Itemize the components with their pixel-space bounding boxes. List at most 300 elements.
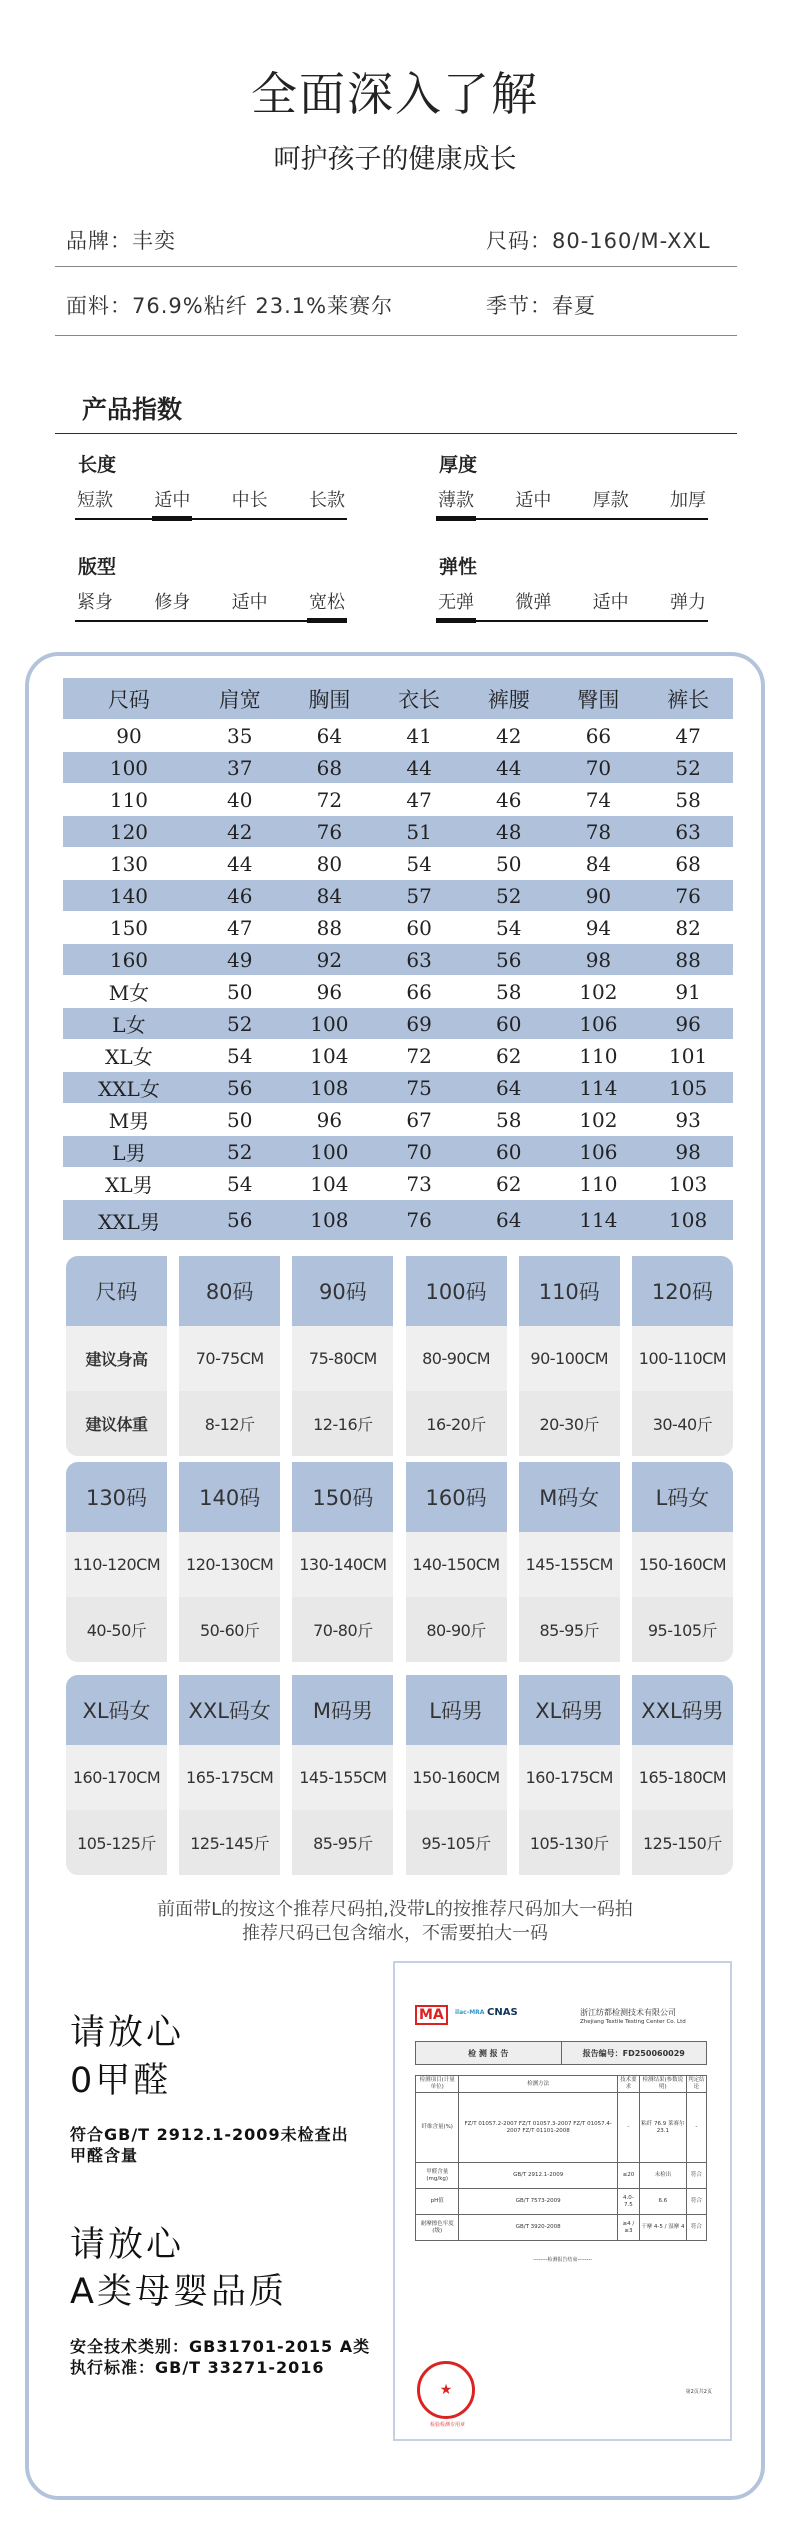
table-cell: 69 xyxy=(374,1008,464,1039)
table-cell: 50 xyxy=(227,979,253,1004)
index-group-title: 版型 xyxy=(78,556,117,578)
weight-value: 85-95斤 xyxy=(292,1810,393,1875)
table-cell: 100 xyxy=(285,1136,375,1167)
report-cell: pH值 xyxy=(416,2189,459,2215)
table-cell: 41 xyxy=(406,723,432,748)
table-row xyxy=(63,944,733,975)
report-row xyxy=(416,2163,707,2189)
assure-heading: 请放心 xyxy=(70,2013,185,2053)
index-option: 适中 xyxy=(515,490,552,511)
ilac-logo: ilac-MRA xyxy=(455,2009,485,2016)
table-cell: 52 xyxy=(195,1136,285,1167)
table-cell: 104 xyxy=(310,1043,349,1068)
index-option: 长款 xyxy=(308,490,345,511)
table-cell: 80 xyxy=(316,851,343,876)
table-cell: 150 xyxy=(109,915,149,940)
table-cell: 48 xyxy=(464,816,554,847)
table-cell: 60 xyxy=(464,1136,554,1167)
divider xyxy=(55,335,737,336)
table-cell: 70 xyxy=(554,752,644,783)
size-label: 150码 xyxy=(292,1462,393,1532)
table-cell: 88 xyxy=(643,944,733,975)
report-cell: - xyxy=(617,2093,639,2163)
index-option: 适中 xyxy=(231,592,268,613)
report-cell: 纤维含量(%) xyxy=(416,2093,459,2163)
table-cell: 110 xyxy=(109,787,149,812)
index-option: 微弹 xyxy=(515,592,552,613)
table-cell: 82 xyxy=(675,915,701,940)
cma-logo: MA xyxy=(415,2005,448,2025)
table-cell: 106 xyxy=(554,1136,644,1167)
table-cell: 102 xyxy=(579,1107,618,1132)
table-cell: 44 xyxy=(227,851,253,876)
table-cell: 46 xyxy=(496,787,522,812)
size-label: 100码 xyxy=(406,1256,507,1326)
table-cell: 44 xyxy=(374,752,464,783)
report-header-row xyxy=(416,2076,707,2093)
table-cell: 96 xyxy=(643,1008,733,1039)
table-row xyxy=(63,912,733,943)
column-header: 胸围 xyxy=(285,678,375,719)
recommend-column xyxy=(292,1462,393,1662)
weight-value: 125-150斤 xyxy=(632,1810,733,1875)
table-row xyxy=(63,1072,733,1103)
table-cell: 66 xyxy=(406,979,432,1004)
weight-value: 70-80斤 xyxy=(292,1597,393,1662)
table-cell: 54 xyxy=(227,1171,253,1196)
recommend-column xyxy=(66,1256,167,1456)
table-cell: 63 xyxy=(374,944,464,975)
table-row xyxy=(63,1040,733,1071)
report-table xyxy=(415,2075,707,2241)
table-cell: 54 xyxy=(496,915,522,940)
index-scale xyxy=(75,486,347,520)
table-cell: 60 xyxy=(406,915,432,940)
table-cell: 64 xyxy=(464,1072,554,1103)
index-group-title: 长度 xyxy=(78,454,117,476)
formaldehyde-text: 符合GB/T 2912.1-2009未检查出 xyxy=(70,2125,349,2144)
table-cell: 84 xyxy=(585,851,612,876)
height-value: 110-120CM xyxy=(66,1532,167,1597)
index-option: 短款 xyxy=(77,490,113,511)
report-cell: 干摩 4-5 / 湿摩 4 xyxy=(639,2215,686,2241)
height-value: 90-100CM xyxy=(519,1326,620,1391)
table-row xyxy=(63,1136,733,1167)
table-cell: 47 xyxy=(406,787,432,812)
report-cell: 未检出 xyxy=(639,2163,686,2189)
table-cell: 90 xyxy=(116,723,142,748)
height-value: 160-175CM xyxy=(519,1745,620,1810)
recommend-grid xyxy=(66,1675,733,1875)
weight-value: 8-12斤 xyxy=(179,1391,280,1456)
size-info: 尺码：80-160/M-XXL xyxy=(486,229,711,253)
height-value: 150-160CM xyxy=(632,1532,733,1597)
index-option-selected: 无弹 xyxy=(436,588,476,614)
table-cell: 101 xyxy=(669,1043,708,1068)
table-cell: 62 xyxy=(496,1171,522,1196)
size-label: 尺码 xyxy=(66,1256,167,1326)
recommend-column xyxy=(632,1675,733,1875)
table-cell: 110 xyxy=(579,1043,618,1068)
weight-value: 80-90斤 xyxy=(406,1597,507,1662)
table-cell: 58 xyxy=(675,787,701,812)
recommend-column xyxy=(66,1675,167,1875)
table-cell: 50 xyxy=(227,1107,253,1132)
table-cell: 108 xyxy=(285,1072,375,1103)
height-value: 建议身高 xyxy=(66,1326,167,1391)
height-value: 145-155CM xyxy=(292,1745,393,1810)
table-cell: 93 xyxy=(675,1107,701,1132)
height-value: 140-150CM xyxy=(406,1532,507,1597)
table-cell: 54 xyxy=(227,1043,253,1068)
table-cell: 66 xyxy=(585,723,612,748)
recommend-column xyxy=(406,1462,507,1662)
size-label: XXL码女 xyxy=(179,1675,280,1745)
size-note: 前面带L的按这个推荐尺码拍,没带L的按推荐尺码加大一码拍 xyxy=(157,1899,633,1920)
table-cell: 52 xyxy=(464,880,554,911)
weight-value: 125-145斤 xyxy=(179,1810,280,1875)
recommend-column xyxy=(406,1675,507,1875)
height-value: 70-75CM xyxy=(179,1326,280,1391)
assure-heading-2: 请放心 xyxy=(70,2225,185,2265)
recommend-column xyxy=(519,1256,620,1456)
table-cell: XL女 xyxy=(105,1045,153,1069)
recommend-column xyxy=(519,1675,620,1875)
cnas-logo: CNAS xyxy=(487,2007,518,2018)
recommend-grid xyxy=(66,1462,733,1662)
report-cell: ≤20 xyxy=(617,2163,639,2189)
report-cell: GB/T 2912.1-2009 xyxy=(459,2163,618,2189)
table-row xyxy=(63,848,733,879)
column-header: 臀围 xyxy=(554,678,644,719)
official-stamp xyxy=(417,2361,475,2419)
table-row xyxy=(63,1168,733,1199)
table-cell: 88 xyxy=(316,915,343,940)
table-cell: 92 xyxy=(285,944,375,975)
table-cell: 49 xyxy=(195,944,285,975)
size-label: 160码 xyxy=(406,1462,507,1532)
table-cell: 114 xyxy=(554,1072,644,1103)
size-label: 80码 xyxy=(179,1256,280,1326)
weight-value: 40-50斤 xyxy=(66,1597,167,1662)
table-cell: XL男 xyxy=(105,1173,153,1197)
size-label: M码女 xyxy=(519,1462,620,1532)
table-cell: 96 xyxy=(316,1107,343,1132)
recommend-column xyxy=(66,1462,167,1662)
table-cell: 64 xyxy=(464,1200,554,1240)
table-cell: 47 xyxy=(227,915,253,940)
table-cell: 54 xyxy=(406,851,432,876)
column-header: 裤腰 xyxy=(464,678,554,719)
report-number: 报告编号：FD250060029 xyxy=(582,2048,685,2058)
weight-value: 85-95斤 xyxy=(519,1597,620,1662)
table-header-row xyxy=(63,678,733,719)
index-option: 中长 xyxy=(231,490,268,511)
table-cell: 46 xyxy=(195,880,285,911)
report-cell: GB/T 3920-2008 xyxy=(459,2215,618,2241)
table-row xyxy=(63,816,733,847)
height-value: 120-130CM xyxy=(179,1532,280,1597)
table-cell: M男 xyxy=(108,1109,150,1133)
standard-text: 执行标准：GB/T 33271-2016 xyxy=(70,2358,325,2377)
table-row xyxy=(63,752,733,783)
weight-value: 16-20斤 xyxy=(406,1391,507,1456)
report-cell: GB/T 7573-2009 xyxy=(459,2189,618,2215)
divider xyxy=(55,266,737,267)
weight-value: 105-130斤 xyxy=(519,1810,620,1875)
recommend-column xyxy=(292,1256,393,1456)
stamp-text: 检验检测专用章 xyxy=(430,2422,466,2428)
index-scale xyxy=(436,486,708,520)
report-header-cell: 判定结论 xyxy=(686,2076,706,2093)
size-label: 140码 xyxy=(179,1462,280,1532)
height-value: 130-140CM xyxy=(292,1532,393,1597)
weight-value: 95-105斤 xyxy=(632,1597,733,1662)
shrink-note: 推荐尺码已包含缩水，不需要拍大一码 xyxy=(242,1923,548,1944)
table-cell: 104 xyxy=(310,1171,349,1196)
season-info: 季节：春夏 xyxy=(486,294,596,318)
weight-value: 20-30斤 xyxy=(519,1391,620,1456)
table-cell: 60 xyxy=(464,1008,554,1039)
height-value: 100-110CM xyxy=(632,1326,733,1391)
table-cell: 91 xyxy=(675,979,701,1004)
column-header: 裤长 xyxy=(643,678,733,719)
table-cell: 56 xyxy=(195,1072,285,1103)
report-cell: FZ/T 01057.2-2007 FZ/T 01057.3-2007 FZ/T 01057.4-2007 FZ/T 01101-2008 xyxy=(459,2093,618,2163)
brand-info: 品牌：丰奕 xyxy=(66,229,176,253)
table-cell: 56 xyxy=(464,944,554,975)
report-end: --------检测报告结束-------- xyxy=(533,2257,592,2263)
divider xyxy=(55,433,737,434)
table-cell: 102 xyxy=(579,979,618,1004)
table-cell: 75 xyxy=(374,1072,464,1103)
weight-value: 12-16斤 xyxy=(292,1391,393,1456)
index-option: 弹力 xyxy=(669,592,706,613)
table-row xyxy=(63,784,733,815)
report-row xyxy=(416,2189,707,2215)
report-cell: 耐摩擦色牢度(级) xyxy=(416,2215,459,2241)
height-value: 165-180CM xyxy=(632,1745,733,1810)
table-cell: L女 xyxy=(63,1008,195,1039)
company-name-en: Zhejiang Textile Testing Center Co. Ltd xyxy=(580,2019,686,2025)
recommend-column xyxy=(632,1462,733,1662)
weight-value: 建议体重 xyxy=(66,1391,167,1456)
weight-value: 50-60斤 xyxy=(179,1597,280,1662)
product-index-title: 产品指数 xyxy=(82,395,183,424)
table-row xyxy=(63,976,733,1007)
table-cell: 56 xyxy=(195,1200,285,1240)
report-row xyxy=(416,2093,707,2163)
size-label: 120码 xyxy=(632,1256,733,1326)
table-cell: 96 xyxy=(316,979,343,1004)
table-cell: 52 xyxy=(643,752,733,783)
size-label: XL码女 xyxy=(66,1675,167,1745)
table-cell: 70 xyxy=(374,1136,464,1167)
safety-category: 安全技术类别：GB31701-2015 A类 xyxy=(70,2337,371,2356)
fabric-info: 面料：76.9%粘纤 23.1%莱赛尔 xyxy=(66,294,394,318)
company-name: 浙江纺都检测技术有限公司 xyxy=(580,2008,676,2017)
table-cell: 47 xyxy=(675,723,701,748)
column-header: 尺码 xyxy=(63,678,195,719)
report-row xyxy=(416,2215,707,2241)
recommend-column xyxy=(632,1256,733,1456)
size-label: XXL码男 xyxy=(632,1675,733,1745)
formaldehyde-heading: 0甲醛 xyxy=(70,2061,172,2101)
table-cell: 108 xyxy=(643,1200,733,1240)
index-option: 加厚 xyxy=(669,490,706,511)
table-cell: 105 xyxy=(643,1072,733,1103)
height-value: 75-80CM xyxy=(292,1326,393,1391)
table-cell: 76 xyxy=(285,816,375,847)
formaldehyde-text-2: 甲醛含量 xyxy=(70,2146,139,2165)
recommend-column xyxy=(519,1462,620,1662)
table-cell: 35 xyxy=(227,723,253,748)
index-group-title: 厚度 xyxy=(439,454,478,476)
table-cell: 63 xyxy=(643,816,733,847)
table-cell: 114 xyxy=(554,1200,644,1240)
index-group-title: 弹性 xyxy=(439,556,478,578)
table-cell: 73 xyxy=(406,1171,432,1196)
table-cell: 98 xyxy=(554,944,644,975)
table-cell: XXL女 xyxy=(63,1072,195,1103)
table-cell: 94 xyxy=(585,915,612,940)
index-scale xyxy=(436,588,708,622)
index-option: 紧身 xyxy=(77,592,113,613)
report-cell: 甲醛含量(mg/kg) xyxy=(416,2163,459,2189)
recommend-column xyxy=(406,1256,507,1456)
report-title: 检 测 报 告 xyxy=(416,2042,562,2064)
size-table xyxy=(63,678,733,1240)
recommend-column xyxy=(179,1462,280,1662)
report-cell: 符合 xyxy=(686,2189,706,2215)
table-row xyxy=(63,1008,733,1039)
height-value: 150-160CM xyxy=(406,1745,507,1810)
report-header-cell: 检测方法 xyxy=(459,2076,618,2093)
page-title: 全面深入了解 xyxy=(251,67,539,121)
table-cell: 108 xyxy=(285,1200,375,1240)
report-cell: 粘纤 76.9 莱赛尔 23.1 xyxy=(639,2093,686,2163)
size-label: 110码 xyxy=(519,1256,620,1326)
table-cell: 57 xyxy=(374,880,464,911)
test-report-image xyxy=(393,1961,732,2441)
table-cell: 160 xyxy=(63,944,195,975)
table-cell: 74 xyxy=(585,787,612,812)
index-option: 厚款 xyxy=(592,490,629,511)
table-cell: 76 xyxy=(643,880,733,911)
table-cell: 120 xyxy=(63,816,195,847)
table-cell: 72 xyxy=(316,787,343,812)
report-cell: 6.6 xyxy=(639,2189,686,2215)
index-scale xyxy=(75,588,347,622)
recommend-column xyxy=(179,1256,280,1456)
column-header: 肩宽 xyxy=(195,678,285,719)
table-cell: M女 xyxy=(108,981,150,1005)
height-value: 160-170CM xyxy=(66,1745,167,1810)
table-cell: 62 xyxy=(496,1043,522,1068)
table-cell: 68 xyxy=(285,752,375,783)
report-cell: 4.0-7.5 xyxy=(617,2189,639,2215)
table-cell: 103 xyxy=(669,1171,708,1196)
weight-value: 105-125斤 xyxy=(66,1810,167,1875)
table-cell: 42 xyxy=(496,723,522,748)
size-label: L码男 xyxy=(406,1675,507,1745)
page-number: 第2页共2页 xyxy=(685,2389,712,2395)
size-label: 90码 xyxy=(292,1256,393,1326)
report-cell: 符合 xyxy=(686,2215,706,2241)
weight-value: 30-40斤 xyxy=(632,1391,733,1456)
size-label: 130码 xyxy=(66,1462,167,1532)
index-option-selected: 宽松 xyxy=(307,588,347,614)
index-option-selected: 适中 xyxy=(152,486,192,512)
table-cell: 90 xyxy=(554,880,644,911)
table-cell: 130 xyxy=(109,851,149,876)
table-cell: 50 xyxy=(496,851,522,876)
table-row xyxy=(63,880,733,911)
weight-value: 95-105斤 xyxy=(406,1810,507,1875)
report-header-cell: 技术要求 xyxy=(617,2076,639,2093)
index-option: 适中 xyxy=(592,592,629,613)
table-cell: 68 xyxy=(675,851,701,876)
table-cell: 58 xyxy=(496,1107,522,1132)
page-subtitle: 呵护孩子的健康成长 xyxy=(273,144,517,175)
table-cell: XXL男 xyxy=(63,1200,195,1240)
height-value: 145-155CM xyxy=(519,1532,620,1597)
table-row xyxy=(63,1104,733,1135)
report-header-cell: 检测项目(计量单位) xyxy=(416,2076,459,2093)
size-label: M码男 xyxy=(292,1675,393,1745)
table-cell: 78 xyxy=(554,816,644,847)
table-cell: 76 xyxy=(374,1200,464,1240)
table-cell: 100 xyxy=(63,752,195,783)
table-cell: 100 xyxy=(285,1008,375,1039)
table-cell: 44 xyxy=(464,752,554,783)
table-cell: 72 xyxy=(406,1043,432,1068)
table-cell: 106 xyxy=(554,1008,644,1039)
column-header: 衣长 xyxy=(374,678,464,719)
table-row xyxy=(63,720,733,751)
table-cell: 52 xyxy=(195,1008,285,1039)
report-cell: 符合 xyxy=(686,2163,706,2189)
recommend-column xyxy=(292,1675,393,1875)
table-cell: 40 xyxy=(227,787,253,812)
report-cell: - xyxy=(686,2093,706,2163)
table-cell: 64 xyxy=(316,723,343,748)
report-header-cell: 检测结果(参数说明) xyxy=(639,2076,686,2093)
height-value: 165-175CM xyxy=(179,1745,280,1810)
height-value: 80-90CM xyxy=(406,1326,507,1391)
report-cell: ≥4 / ≥3 xyxy=(617,2215,639,2241)
table-cell: L男 xyxy=(63,1136,195,1167)
table-cell: 84 xyxy=(285,880,375,911)
quality-heading: A类母婴品质 xyxy=(70,2272,287,2312)
size-label: L码女 xyxy=(632,1462,733,1532)
table-cell: 37 xyxy=(195,752,285,783)
table-cell: 42 xyxy=(195,816,285,847)
table-cell: 140 xyxy=(63,880,195,911)
recommend-grid xyxy=(66,1256,733,1456)
star-icon: ★ xyxy=(439,2382,453,2398)
recommend-column xyxy=(179,1675,280,1875)
table-cell: 110 xyxy=(579,1171,618,1196)
table-cell: 67 xyxy=(406,1107,432,1132)
table-cell: 98 xyxy=(643,1136,733,1167)
table-row xyxy=(63,1200,733,1240)
table-cell: 58 xyxy=(496,979,522,1004)
index-option-selected: 薄款 xyxy=(436,486,476,512)
size-label: XL码男 xyxy=(519,1675,620,1745)
table-cell: 51 xyxy=(374,816,464,847)
index-option: 修身 xyxy=(154,592,191,613)
